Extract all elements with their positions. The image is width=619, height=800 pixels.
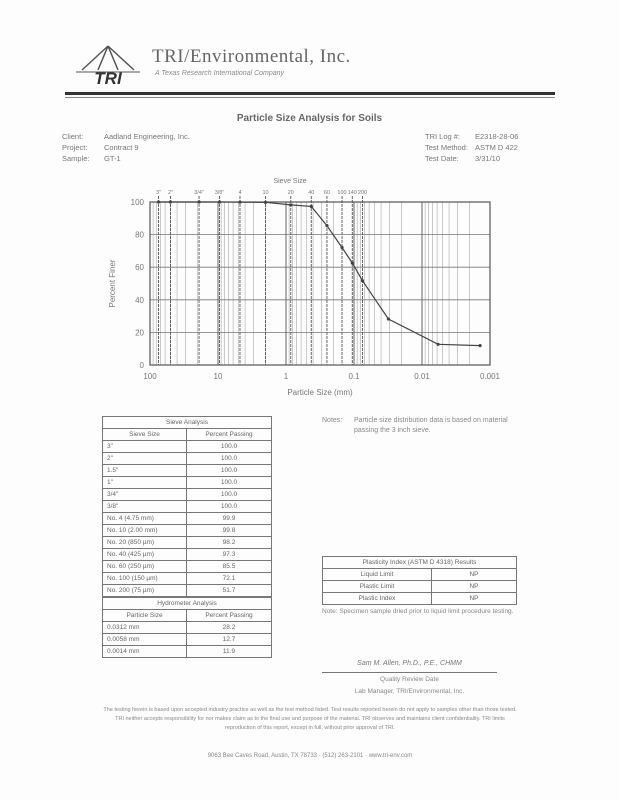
- log-number-row: TRI Log #: E2318-28-06: [425, 132, 519, 141]
- sieve-row: [103, 585, 272, 597]
- x-axis-label: Particle Size (mm): [287, 388, 353, 397]
- sieve-size-label: 60: [323, 190, 331, 196]
- hydrometer-size: 0.0014 mm: [103, 646, 187, 658]
- x-tick-label: 0.001: [479, 372, 501, 381]
- y-tick-label: 80: [135, 230, 144, 240]
- sieve-value: 100.0: [187, 501, 272, 513]
- data-point: [478, 344, 481, 347]
- sieve-row: [103, 489, 272, 501]
- data-point: [436, 343, 439, 346]
- sieve-size: No. 4 (4.75 mm): [103, 513, 187, 525]
- sieve-row: [103, 441, 272, 453]
- footer-address: 9063 Bee Caves Road, Austin, TX 78733 · (512) 263-2101 · www.tri-env.com: [207, 753, 413, 759]
- sieve-size-label: 40: [308, 190, 315, 196]
- sieve-size: 2": [103, 453, 187, 465]
- y-axis-label: Percent Finer: [108, 259, 117, 308]
- sieve-value: 100.0: [187, 489, 272, 501]
- hydrometer-table: [102, 597, 272, 658]
- sieve-size: No. 10 (2.00 mm): [103, 525, 187, 537]
- y-tick-label: 60: [135, 263, 144, 273]
- hydrometer-value: 11.9: [187, 646, 272, 658]
- hydrometer-size: 0.0058 mm: [103, 634, 187, 646]
- sieve-size-label: 20: [287, 190, 294, 196]
- company-name: TRI/Environmental, Inc.: [152, 46, 351, 67]
- sample-row: Sample: GT-1: [62, 154, 121, 163]
- signature-name: Sam M. Allen, Ph.D., P.E., CHMM: [357, 660, 462, 667]
- document-title: Particle Size Analysis for Soils: [236, 113, 383, 124]
- plastic-limit-label: Plastic Limit: [323, 581, 432, 593]
- y-tick-label: 0: [139, 361, 144, 370]
- x-tick-label: 1: [283, 372, 289, 381]
- sieve-size: 1": [103, 477, 187, 489]
- liquid-limit-label: Liquid Limit: [323, 569, 432, 581]
- x-tick-label: 10: [213, 372, 223, 381]
- chart-svg: [95, 175, 510, 400]
- hydrometer-value: 12.7: [187, 634, 272, 646]
- liquid-limit-value: NP: [432, 569, 517, 581]
- sieve-row: [103, 573, 272, 585]
- sieve-size: 3/4": [103, 489, 187, 501]
- test-date-row: Test Date: 3/31/10: [425, 154, 501, 163]
- signature-line: [322, 672, 497, 673]
- sieve-size: No. 200 (75 µm): [103, 585, 187, 597]
- y-tick-label: 100: [130, 198, 144, 207]
- particle-size-chart: [95, 175, 510, 400]
- hydrometer-value: 28.2: [187, 622, 272, 634]
- sieve-row: [103, 549, 272, 561]
- hydrometer-row: [103, 634, 272, 646]
- sieve-value: 100.0: [187, 477, 272, 489]
- sieve-size-label: 3/4": [194, 190, 204, 196]
- data-point: [325, 224, 328, 227]
- sieve-size-label: 140: [347, 190, 357, 196]
- sieve-value: 99.8: [187, 525, 272, 537]
- header-rule: [65, 92, 555, 95]
- hydrometer-row: [103, 622, 272, 634]
- sieve-value: 85.5: [187, 561, 272, 573]
- sieve-size: No. 20 (850 µm): [103, 537, 187, 549]
- header-rule-thin: [65, 97, 555, 98]
- log-info: [425, 132, 518, 165]
- sieve-size-title: Sieve Size: [273, 178, 307, 185]
- plastic-limit-value: NP: [432, 581, 517, 593]
- notes-text: Particle size distribution data is based on material passing the 3 inch sieve.: [354, 417, 508, 434]
- data-point: [361, 279, 364, 282]
- sieve-row: [103, 477, 272, 489]
- x-tick-label: 0.1: [348, 372, 360, 381]
- data-point: [310, 205, 313, 208]
- data-point: [238, 201, 241, 204]
- data-point: [351, 261, 354, 264]
- data-point: [340, 246, 343, 249]
- data-point: [169, 200, 172, 203]
- sieve-col-passing: Percent Passing: [187, 429, 272, 441]
- sieve-size: No. 100 (150 µm): [103, 573, 187, 585]
- plasticity-note: Note: Specimen sample dried prior to liquid limit procedure testing.: [322, 608, 514, 615]
- sieve-value: 98.2: [187, 537, 272, 549]
- hydro-col-size: Particle Size: [103, 610, 187, 622]
- test-method-row: Test Method: ASTM D 422: [425, 143, 518, 152]
- sieve-value: 100.0: [187, 441, 272, 453]
- sieve-value: 97.3: [187, 549, 272, 561]
- project-row: Project: Contract 9: [62, 143, 139, 152]
- sieve-table-title: Sieve Analysis: [103, 417, 272, 429]
- sieve-size-label: 100: [337, 190, 347, 196]
- x-tick-label: 100: [143, 372, 157, 381]
- signature-title: Quality Review Date: [380, 676, 439, 683]
- sieve-row: [103, 453, 272, 465]
- client-row: Client: Aadland Engineering, Inc.: [62, 132, 190, 141]
- data-point: [387, 317, 390, 320]
- client-info: [62, 132, 190, 165]
- plastic-index-value: NP: [432, 593, 517, 605]
- sieve-size-label: 2": [167, 190, 173, 196]
- chart-frame: [150, 202, 490, 365]
- hydro-col-passing: Percent Passing: [187, 610, 272, 622]
- sieve-size: No. 60 (250 µm): [103, 561, 187, 573]
- data-point: [218, 200, 221, 203]
- sieve-size-label: 3/8": [214, 190, 225, 196]
- plasticity-section: [322, 556, 517, 616]
- data-point: [289, 203, 292, 206]
- sieve-size: 1.5": [103, 465, 187, 477]
- sieve-value: 51.7: [187, 585, 272, 597]
- notes: [322, 416, 527, 436]
- sieve-row: [103, 465, 272, 477]
- plasticity-title: Plasticity Index (ASTM D 4318) Results: [323, 557, 517, 569]
- hydrometer-row: [103, 646, 272, 658]
- sieve-size-label: 200: [357, 190, 368, 196]
- sieve-size: No. 40 (425 µm): [103, 549, 187, 561]
- data-point: [197, 200, 200, 203]
- sieve-value: 100.0: [187, 465, 272, 477]
- hydrometer-table-title: Hydrometer Analysis: [103, 598, 272, 610]
- sieve-col-size: Sieve Size: [103, 429, 187, 441]
- plastic-index-label: Plastic Index: [323, 593, 432, 605]
- logo-text: TRI: [94, 69, 122, 88]
- sieve-analysis-section: [102, 416, 272, 658]
- sieve-value: 72.1: [187, 573, 272, 585]
- hydrometer-size: 0.0312 mm: [103, 622, 187, 634]
- sieve-value: 99.9: [187, 513, 272, 525]
- company-tagline: A Texas Research International Company: [155, 70, 285, 77]
- y-tick-label: 40: [135, 295, 144, 305]
- data-point: [157, 200, 160, 203]
- sieve-row: [103, 537, 272, 549]
- company-logo: [68, 44, 148, 88]
- sieve-row: [103, 561, 272, 573]
- series-line: [159, 202, 481, 346]
- notes-label: Notes:: [322, 417, 343, 424]
- sieve-row: [103, 525, 272, 537]
- sieve-size-label: 4: [238, 190, 242, 196]
- sieve-size: 3/8": [103, 501, 187, 513]
- y-tick-label: 20: [135, 328, 144, 338]
- sieve-size-label: 10: [262, 190, 269, 196]
- sieve-table: [102, 416, 272, 597]
- data-point: [264, 201, 267, 204]
- sieve-row: [103, 501, 272, 513]
- sieve-size: 3": [103, 441, 187, 453]
- sieve-row: [103, 513, 272, 525]
- sieve-size-label: 3": [155, 190, 162, 196]
- footer-disclaimer: The testing herein is based upon accepted industry practice as well as the test method listed. Test results reported herein do not apply to samples other than those tested. TRI neither accepts responsibility for nor makes claim as to the final use and purpose of the material. TRI observes and maintains client confidentiality. TRI limits reproduction of this report, except in full, without prior approval of TRI.: [103, 707, 517, 731]
- x-tick-label: 0.01: [414, 372, 430, 381]
- sieve-value: 100.0: [187, 453, 272, 465]
- signature-lab: Lab Manager, TRI/Environmental, Inc.: [354, 688, 465, 695]
